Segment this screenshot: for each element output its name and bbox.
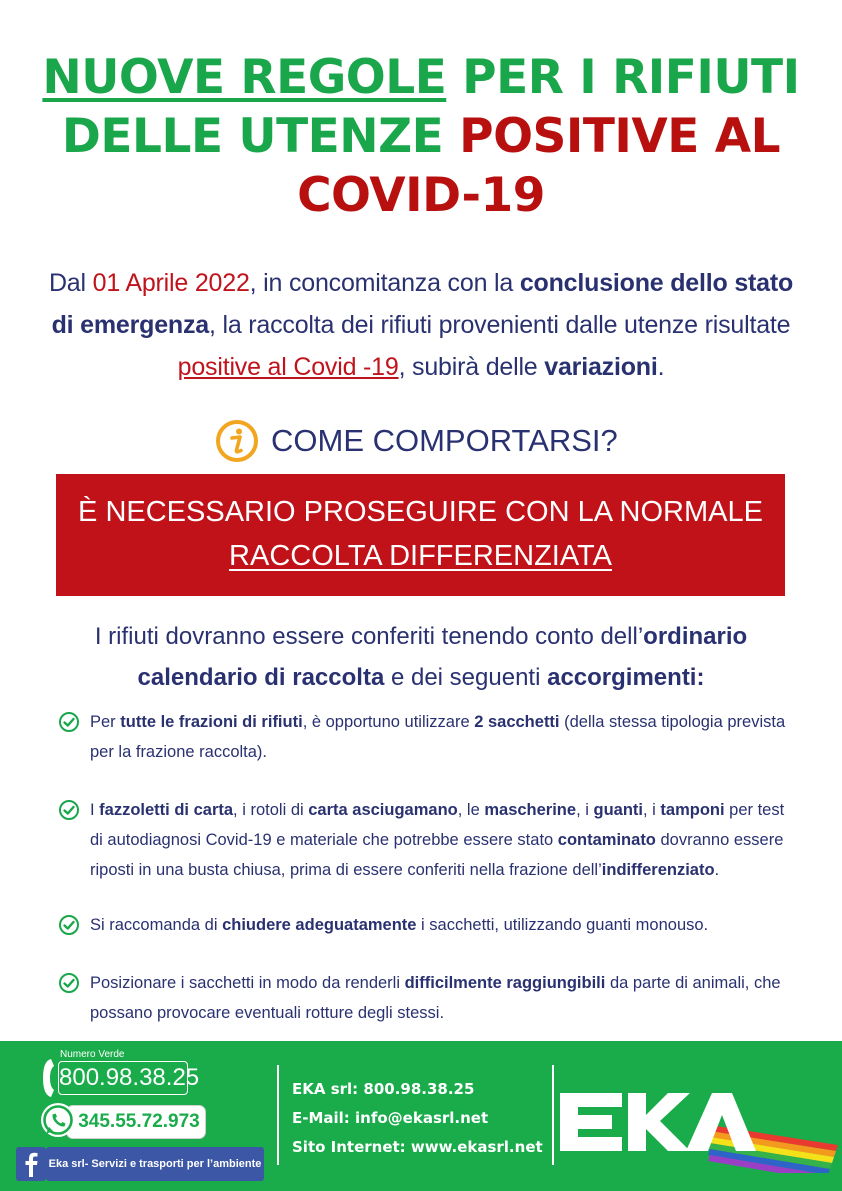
footer-divider xyxy=(277,1065,279,1165)
list-item-text: I fazzoletti di carta, i rotoli di carta asciugamano, le mascherine, i guanti, i tamponi per test di autodiagnosi Covid-19 e materiale che potrebbe essere stato contaminato dovranno essere riposti in una busta chiusa, prima di essere conferiti nella frazione dell’indifferenziato. xyxy=(90,801,785,879)
title-line-3: COVID-19 xyxy=(297,168,545,223)
check-circle-icon xyxy=(58,972,80,994)
list-item xyxy=(58,707,788,767)
list-item xyxy=(58,910,788,940)
lead-paragraph: I rifiuti dovranno essere conferiti tenendo conto dell’ordinario calendario di raccolta e dei seguenti accorgimenti: xyxy=(94,623,748,691)
phone-icon xyxy=(40,1057,58,1099)
toll-free-label: Numero Verde xyxy=(60,1049,125,1060)
contact-email[interactable]: E-Mail: info@ekasrl.net xyxy=(292,1109,489,1127)
toll-free-number[interactable]: 800.98.38.25 xyxy=(58,1061,188,1095)
intro-paragraph: Dal 01 Aprile 2022, in concomitanza con la conclusione dello stato di emergenza, la raccolta dei rifiuti provenienti dalle utenze risultate positive al Covid -19, subirà delle variazioni. xyxy=(48,269,794,381)
list-item-text: Posizionare i sacchetti in modo da renderli difficilmente raggiungibili da parte di animali, che possano provocare eventuali rotture degli stessi. xyxy=(90,974,781,1022)
list-item xyxy=(58,795,788,885)
contact-website[interactable]: Sito Internet: www.ekasrl.net xyxy=(292,1138,543,1156)
contact-info xyxy=(292,1075,543,1162)
info-icon xyxy=(215,419,259,463)
banner-line-2: RACCOLTA DIFFERENZIATA xyxy=(229,540,612,572)
footer xyxy=(0,1041,842,1191)
title-line-2: DELLE UTENZE POSITIVE AL xyxy=(61,109,781,164)
whatsapp-icon xyxy=(38,1101,78,1141)
check-circle-icon xyxy=(58,799,80,821)
banner-line-1: È NECESSARIO PROSEGUIRE CON LA NORMALE xyxy=(78,496,763,528)
notice-banner xyxy=(56,474,785,596)
check-circle-icon xyxy=(58,914,80,936)
how-label: COME COMPORTARSI? xyxy=(271,423,618,458)
list-item xyxy=(58,968,788,1028)
facebook-icon xyxy=(16,1147,46,1181)
facebook-page-link[interactable]: Eka srl- Servizi e trasporti per l’ambiente xyxy=(46,1147,264,1181)
list-item-text: Per tutte le frazioni di rifiuti, è opportuno utilizzare 2 sacchetti (della stessa tipologia prevista per la frazione raccolta). xyxy=(90,713,786,761)
check-circle-icon xyxy=(58,711,80,733)
title-line-1: NUOVE REGOLE PER I RIFIUTI xyxy=(42,50,800,105)
positive-covid-text: positive al Covid -19 xyxy=(177,353,399,381)
whatsapp-number[interactable]: 345.55.72.973 xyxy=(66,1105,206,1139)
how-to-behave-heading xyxy=(215,418,618,464)
start-date: 01 Aprile 2022 xyxy=(92,269,250,297)
footer-divider xyxy=(552,1065,554,1165)
eka-logo xyxy=(560,1073,840,1173)
list-item-text: Si raccomanda di chiudere adeguatamente i sacchetti, utilizzando guanti monouso. xyxy=(90,916,709,934)
page-title xyxy=(0,48,842,225)
contact-phone: EKA srl: 800.98.38.25 xyxy=(292,1080,475,1098)
